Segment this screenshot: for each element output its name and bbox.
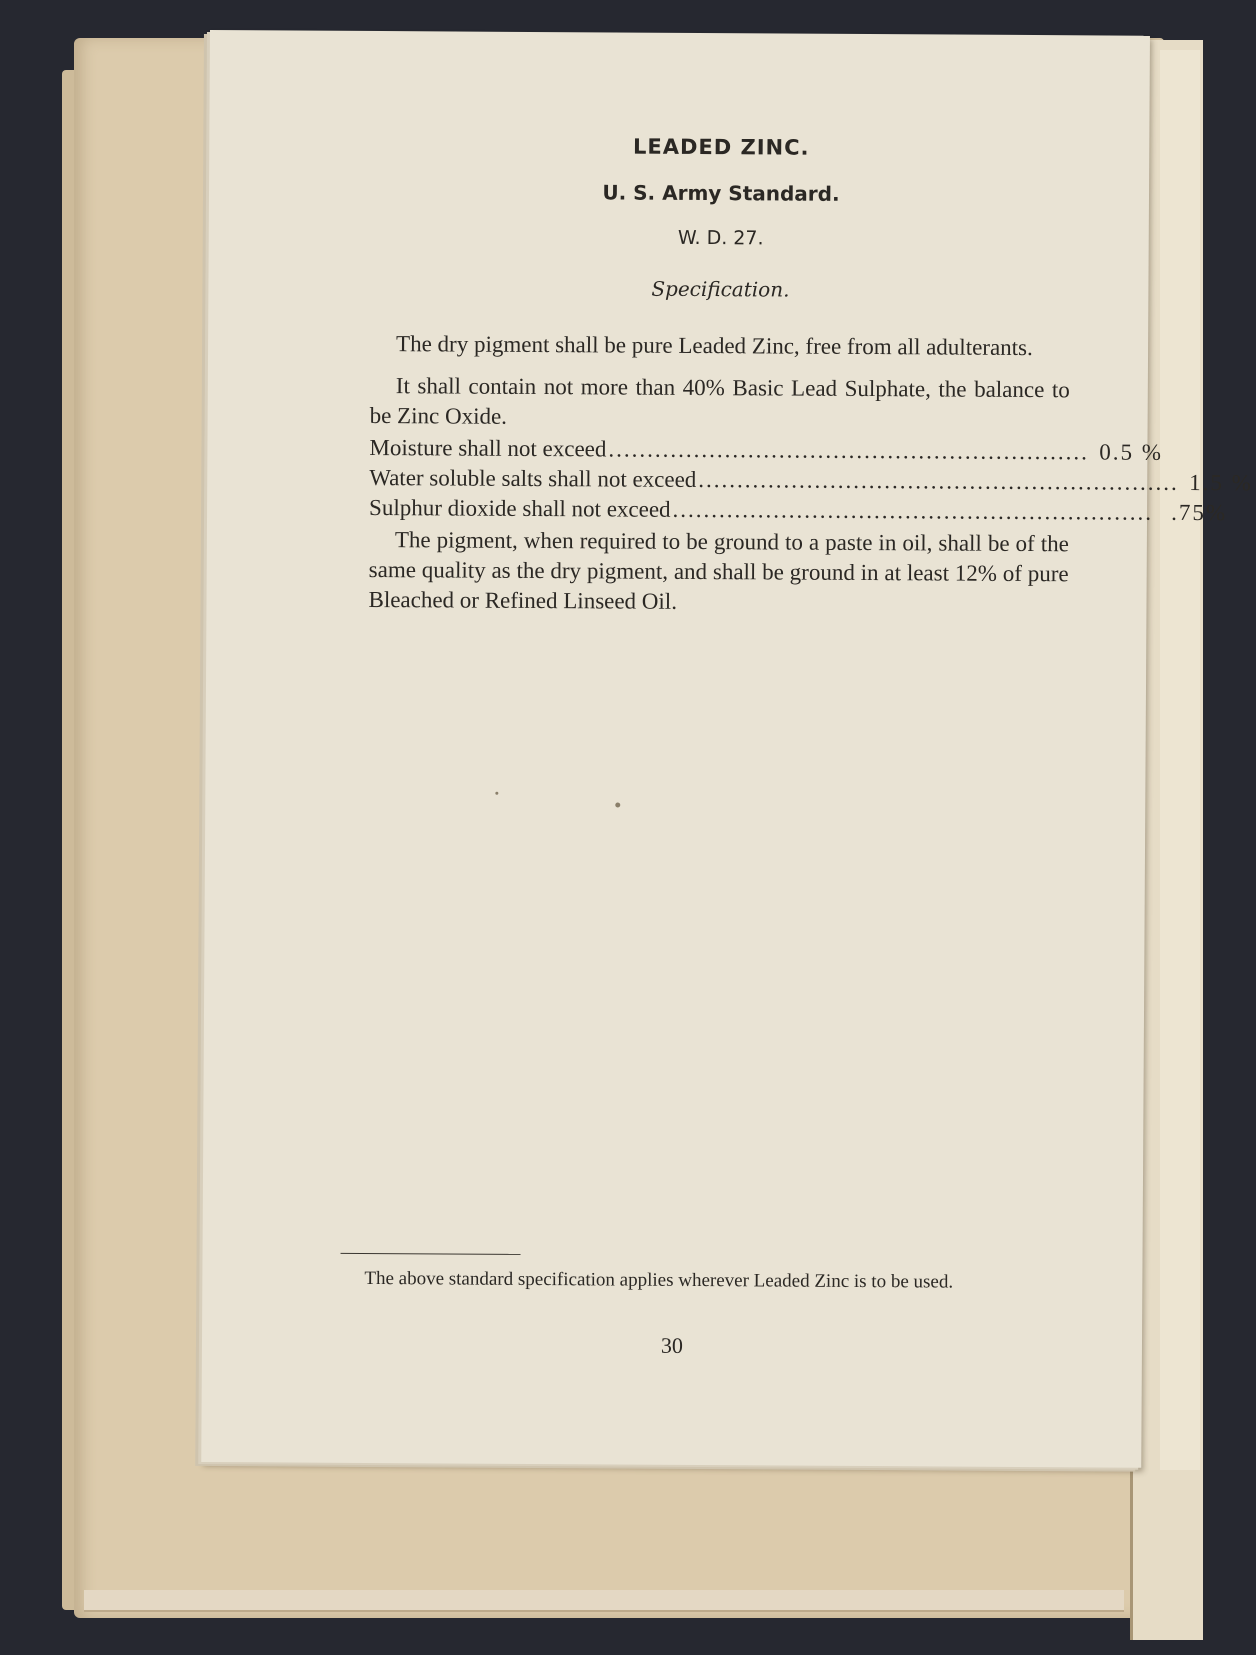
standard-code: W. D. 27. [677,226,764,250]
limit-label: Moisture shall not exceed [369,434,607,462]
page-stack-edge [84,1590,1124,1612]
limit-value: .75% [1171,499,1228,526]
page-title: LEADED ZINC. [632,134,810,160]
leader-dots: .............................................................. [698,466,1179,495]
limit-value: 0.5 % [1099,439,1163,465]
footnote: The above standard specification applies wherever Leaded Zinc is to be used. [364,1267,954,1293]
leader-dots: .............................................................. [608,436,1089,465]
limit-row [369,433,1163,467]
page-number: 30 [660,1332,684,1358]
section-heading: Specification. [651,276,790,302]
paragraph-composition: It shall contain not more than 40% Basic Lead Sulphate, the balance to be Zinc Oxide. [369,373,1070,429]
document-page [201,30,1253,1468]
limit-label: Sulphur dioxide shall not exceed [369,494,671,522]
paper-speck [615,802,620,807]
paragraph-purity: The dry pigment shall be pure Leaded Zinc, free from all adulterants. [396,331,1033,361]
page-body [368,113,1253,619]
limit-row [369,493,1228,527]
limit-label: Water soluble salts shall not exceed [369,464,697,492]
limits-list [369,433,1253,527]
footnote-rule [341,1253,521,1255]
limit-value: 1.5 % [1189,469,1253,496]
page-subtitle: U. S. Army Standard. [602,180,840,206]
limit-row [369,463,1253,497]
paragraph-paste: The pigment, when required to be ground to a paste in oil, shall be of the same quality as the dry pigment, and shall be ground in at least 12% of pure Bleached or Refined Linseed Oil. [368,527,1069,614]
leader-dots: .............................................................. [672,496,1154,525]
next-page-inner [1160,50,1200,1470]
paper-speck [495,792,498,795]
